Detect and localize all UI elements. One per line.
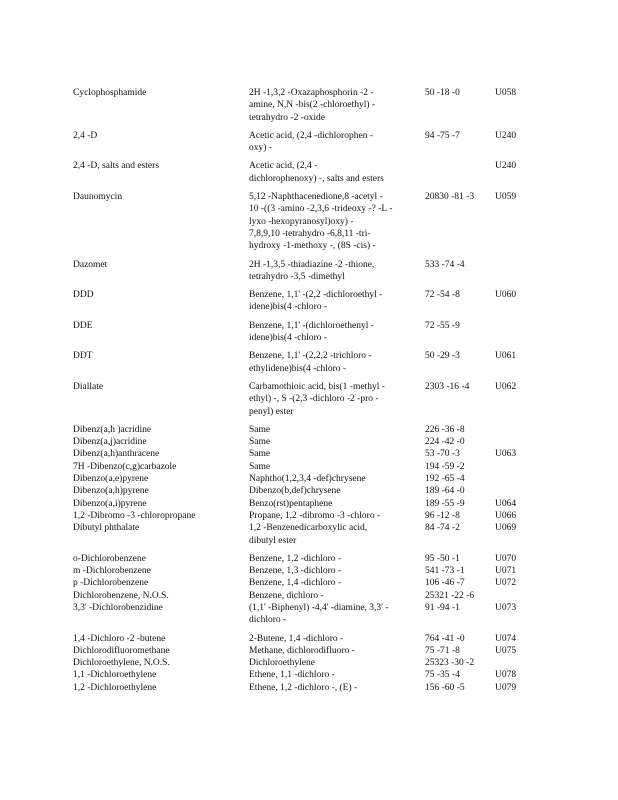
substance-name-cell: Dibenz(a,h )acridine bbox=[73, 424, 152, 435]
substance-name-cell: 1,4 -Dichloro -2 -butene bbox=[73, 633, 166, 644]
waste-code-cell: U079 bbox=[495, 682, 517, 693]
cas-number-cell: 224 -42 -0 bbox=[425, 437, 465, 448]
substance-name-cell: DDD bbox=[73, 290, 94, 301]
substance-name-cell: Dibenzo(a,h)pyrene bbox=[73, 486, 149, 497]
substance-name-cell: o-Dichlorobenzene bbox=[73, 553, 146, 564]
waste-code-cell bbox=[495, 320, 553, 345]
waste-code-cell: U070 bbox=[495, 553, 517, 564]
waste-code-cell bbox=[495, 436, 553, 448]
waste-code-cell: U240 bbox=[495, 130, 517, 141]
waste-code-cell bbox=[495, 485, 553, 497]
table-row bbox=[73, 350, 553, 375]
cas-number-cell: 91 -94 -1 bbox=[425, 602, 460, 613]
chemical-abstracts-name-cell: Ethene, 1,2 -dichloro -, (E) - bbox=[249, 682, 358, 693]
chemical-abstracts-name-cell: Acetic acid, (2,4 - dichlorophenoxy) -, salts and esters bbox=[249, 161, 384, 184]
chemical-abstracts-name-cell: Benzene, 1,1' -(dichloroethenyl - idene)bis(4 -chloro - bbox=[249, 320, 374, 344]
waste-code-cell: U069 bbox=[495, 523, 517, 534]
table-row bbox=[73, 669, 553, 681]
chemical-abstracts-name-cell: Benzene, 1,1' -(2,2,2 -trichloro - ethylidene)bis(4 -chloro - bbox=[249, 351, 372, 374]
table-row bbox=[73, 461, 553, 473]
substance-name-cell: DDE bbox=[73, 320, 93, 331]
chemical-abstracts-name-cell: Propane, 1,2 -dibromo -3 -chloro - bbox=[249, 510, 381, 521]
table-row bbox=[73, 682, 553, 694]
waste-code-cell: U058 bbox=[495, 88, 517, 98]
cas-number-cell: 764 -41 -0 bbox=[425, 633, 465, 644]
chemical-abstracts-name-cell: Benzene, dichloro - bbox=[249, 590, 324, 601]
table-row bbox=[73, 510, 553, 522]
chemical-abstracts-name-cell: Same bbox=[249, 461, 271, 472]
table-row bbox=[73, 602, 553, 627]
substance-name-cell: 1,1 -Dichloroethylene bbox=[73, 670, 157, 681]
waste-code-cell: U060 bbox=[495, 290, 517, 301]
cas-number-cell: 95 -50 -1 bbox=[425, 553, 460, 564]
table-row bbox=[73, 553, 553, 565]
substance-name-cell: 1,2 -Dibromo -3 -chloropropane bbox=[73, 510, 196, 521]
chemical-abstracts-name-cell: (1,1' -Biphenyl) -4,4' -diamine, 3,3' - dichloro - bbox=[249, 602, 389, 626]
substance-name-cell: Dibenzo(a,e)pyrene bbox=[73, 474, 149, 485]
cas-number-cell: 189 -64 -0 bbox=[425, 486, 465, 497]
chemical-abstracts-name-cell: 2-Butene, 1,4 -dichloro - bbox=[249, 633, 344, 644]
chemical-abstracts-name-cell: Same bbox=[249, 437, 271, 448]
cas-number-cell: 25323 -30 -2 bbox=[425, 658, 475, 669]
table-row bbox=[73, 130, 553, 155]
table-row bbox=[73, 191, 553, 252]
substance-name-cell: Cyclophosphamide bbox=[73, 88, 147, 98]
cas-number-cell: 53 -70 -3 bbox=[425, 449, 460, 460]
table-row bbox=[73, 160, 553, 185]
waste-code-cell: U075 bbox=[495, 645, 517, 656]
cas-number-cell: 94 -75 -7 bbox=[425, 130, 460, 141]
chemical-abstracts-name-cell: Dichloroethylene bbox=[249, 658, 315, 669]
cas-number-cell: 2303 -16 -4 bbox=[425, 381, 470, 392]
table-row bbox=[73, 485, 553, 497]
table-row bbox=[73, 522, 553, 547]
waste-code-cell: U063 bbox=[495, 449, 517, 460]
cas-number-cell bbox=[425, 160, 495, 185]
table-row bbox=[73, 577, 553, 589]
cas-number-cell: 72 -54 -8 bbox=[425, 290, 460, 301]
substance-name-cell: Diallate bbox=[73, 381, 104, 392]
table-row bbox=[73, 289, 553, 314]
substance-name-cell: Dichloroethylene, N.O.S. bbox=[73, 658, 170, 669]
chemical-abstracts-name-cell: Benzene, 1,1' -(2,2 -dichloroethyl - idene)bis(4 -chloro - bbox=[249, 290, 383, 313]
waste-code-cell: U072 bbox=[495, 578, 517, 589]
substance-name-cell: Dibutyl phthalate bbox=[73, 523, 140, 534]
chemical-abstracts-name-cell: Methane, dichlorodifluoro - bbox=[249, 645, 355, 656]
hazardous-waste-table bbox=[73, 87, 553, 694]
substance-name-cell: 1,2 -Dichloroethylene bbox=[73, 682, 157, 693]
substance-name-cell: Dichlorobenzene, N.O.S. bbox=[73, 590, 169, 601]
waste-code-cell bbox=[495, 461, 553, 473]
substance-name-cell: Dibenz(a,j)acridine bbox=[73, 437, 147, 448]
chemical-abstracts-name-cell: Benzo(rst)pentaphene bbox=[249, 498, 333, 509]
waste-code-cell bbox=[495, 424, 553, 436]
substance-name-cell: Dibenz(a,h)anthracene bbox=[73, 449, 160, 460]
substance-name-cell: 7H -Dibenzo(c,g)carbazole bbox=[73, 461, 177, 472]
cas-number-cell: 50 -29 -3 bbox=[425, 351, 460, 362]
cas-number-cell: 20830 -81 -3 bbox=[425, 192, 475, 203]
chemical-abstracts-name-cell: Naphtho(1,2,3,4 -def)chrysene bbox=[249, 474, 366, 485]
table-row bbox=[73, 565, 553, 577]
table-row bbox=[73, 645, 553, 657]
chemical-abstracts-name-cell: 5,12 -Naphthacenedione,8 -acetyl - 10 -((3 -amino -2,3,6 -trideoxy -? -L - lyxo -hexopyranosyl)oxy) - 7,8,9,10 -tetrahydro -6,8,11 -tri- hydroxy -1-methoxy -, (8S -cis) - bbox=[249, 192, 393, 252]
table-row bbox=[73, 473, 553, 485]
waste-code-cell: U066 bbox=[495, 510, 517, 521]
chemical-abstracts-name-cell: 1,2 -Benzenedicarboxylic acid, dibutyl ester bbox=[249, 523, 368, 546]
table-row bbox=[73, 424, 553, 436]
waste-code-cell: U071 bbox=[495, 566, 517, 577]
waste-code-cell: U078 bbox=[495, 670, 517, 681]
waste-code-cell: U059 bbox=[495, 192, 517, 203]
table-row bbox=[73, 436, 553, 448]
waste-code-cell: U061 bbox=[495, 351, 517, 362]
table-row bbox=[73, 320, 553, 345]
chemical-abstracts-name-cell: Dibenzo(b,def)chrysene bbox=[249, 486, 341, 497]
chemical-abstracts-name-cell: Same bbox=[249, 449, 271, 460]
waste-code-cell: U240 bbox=[495, 161, 517, 172]
cas-number-cell: 194 -59 -2 bbox=[425, 461, 465, 472]
table-row bbox=[73, 87, 553, 124]
cas-number-cell: 192 -65 -4 bbox=[425, 474, 465, 485]
waste-code-cell bbox=[495, 657, 553, 669]
cas-number-cell: 541 -73 -1 bbox=[425, 566, 465, 577]
chemical-abstracts-name-cell: Same bbox=[249, 424, 271, 435]
substance-name-cell: p -Dichlorobenzene bbox=[73, 578, 149, 589]
cas-number-cell: 226 -36 -8 bbox=[425, 424, 465, 435]
table-row bbox=[73, 498, 553, 510]
cas-number-cell: 96 -12 -8 bbox=[425, 510, 460, 521]
table-row bbox=[73, 657, 553, 669]
table-row bbox=[73, 633, 553, 645]
chemical-abstracts-name-cell: Carbamothioic acid, bis(1 -methyl - ethyl) -, S -(2,3 -dichloro -2 -pro - penyl) ester bbox=[249, 381, 385, 417]
substance-name-cell: m -Dichlorobenzene bbox=[73, 566, 151, 577]
substance-name-cell: Dazomet bbox=[73, 259, 108, 270]
chemical-abstracts-name-cell: 2H -1,3,5 -thiadiazine -2 -thione, tetrahydro -3,5 -dimethyl bbox=[249, 259, 375, 282]
cas-number-cell: 25321 -22 -6 bbox=[425, 590, 475, 601]
substance-name-cell: 2,4 -D, salts and esters bbox=[73, 161, 160, 172]
waste-code-cell: U073 bbox=[495, 602, 517, 613]
waste-code-cell: U062 bbox=[495, 381, 517, 392]
chemical-abstracts-name-cell: Benzene, 1,4 -dichloro - bbox=[249, 578, 342, 589]
cas-number-cell: 84 -74 -2 bbox=[425, 523, 460, 534]
cas-number-cell: 533 -74 -4 bbox=[425, 259, 465, 270]
cas-number-cell: 72 -55 -9 bbox=[425, 320, 460, 331]
cas-number-cell: 106 -46 -7 bbox=[425, 578, 465, 589]
substance-name-cell: 2,4 -D bbox=[73, 130, 98, 141]
chemical-abstracts-name-cell: Benzene, 1,2 -dichloro - bbox=[249, 553, 342, 564]
chemical-abstracts-name-cell: Benzene, 1,3 -dichloro - bbox=[249, 566, 342, 577]
cas-number-cell: 75 -35 -4 bbox=[425, 670, 460, 681]
waste-code-cell bbox=[495, 590, 553, 602]
table-row bbox=[73, 259, 553, 284]
waste-code-cell bbox=[495, 473, 553, 485]
substance-name-cell: 3,3' -Dichlorobenzidine bbox=[73, 602, 163, 613]
table-row bbox=[73, 381, 553, 418]
waste-code-cell: U064 bbox=[495, 498, 517, 509]
cas-number-cell: 189 -55 -9 bbox=[425, 498, 465, 509]
chemical-abstracts-name-cell: Acetic acid, (2,4 -dichlorophen - oxy) - bbox=[249, 130, 373, 154]
substance-name-cell: Daunomycin bbox=[73, 192, 123, 203]
chemical-abstracts-name-cell: Ethene, 1,1 -dichloro - bbox=[249, 670, 335, 681]
substance-name-cell: Dibenzo(a,i)pyrene bbox=[73, 498, 147, 509]
waste-code-cell: U074 bbox=[495, 633, 517, 644]
table-row bbox=[73, 448, 553, 460]
waste-code-cell bbox=[495, 259, 553, 284]
cas-number-cell: 50 -18 -0 bbox=[425, 88, 460, 98]
substance-name-cell: DDT bbox=[73, 351, 93, 362]
chemical-abstracts-name-cell: 2H -1,3,2 -Oxazaphosphorin -2 - amine, N,N -bis(2 -chloroethyl) - tetrahydro -2 -oxide bbox=[249, 88, 376, 123]
substance-name-cell: Dichlorodifluoromethane bbox=[73, 645, 170, 656]
table-row bbox=[73, 590, 553, 602]
cas-number-cell: 156 -60 -5 bbox=[425, 682, 465, 693]
cas-number-cell: 75 -71 -8 bbox=[425, 645, 460, 656]
